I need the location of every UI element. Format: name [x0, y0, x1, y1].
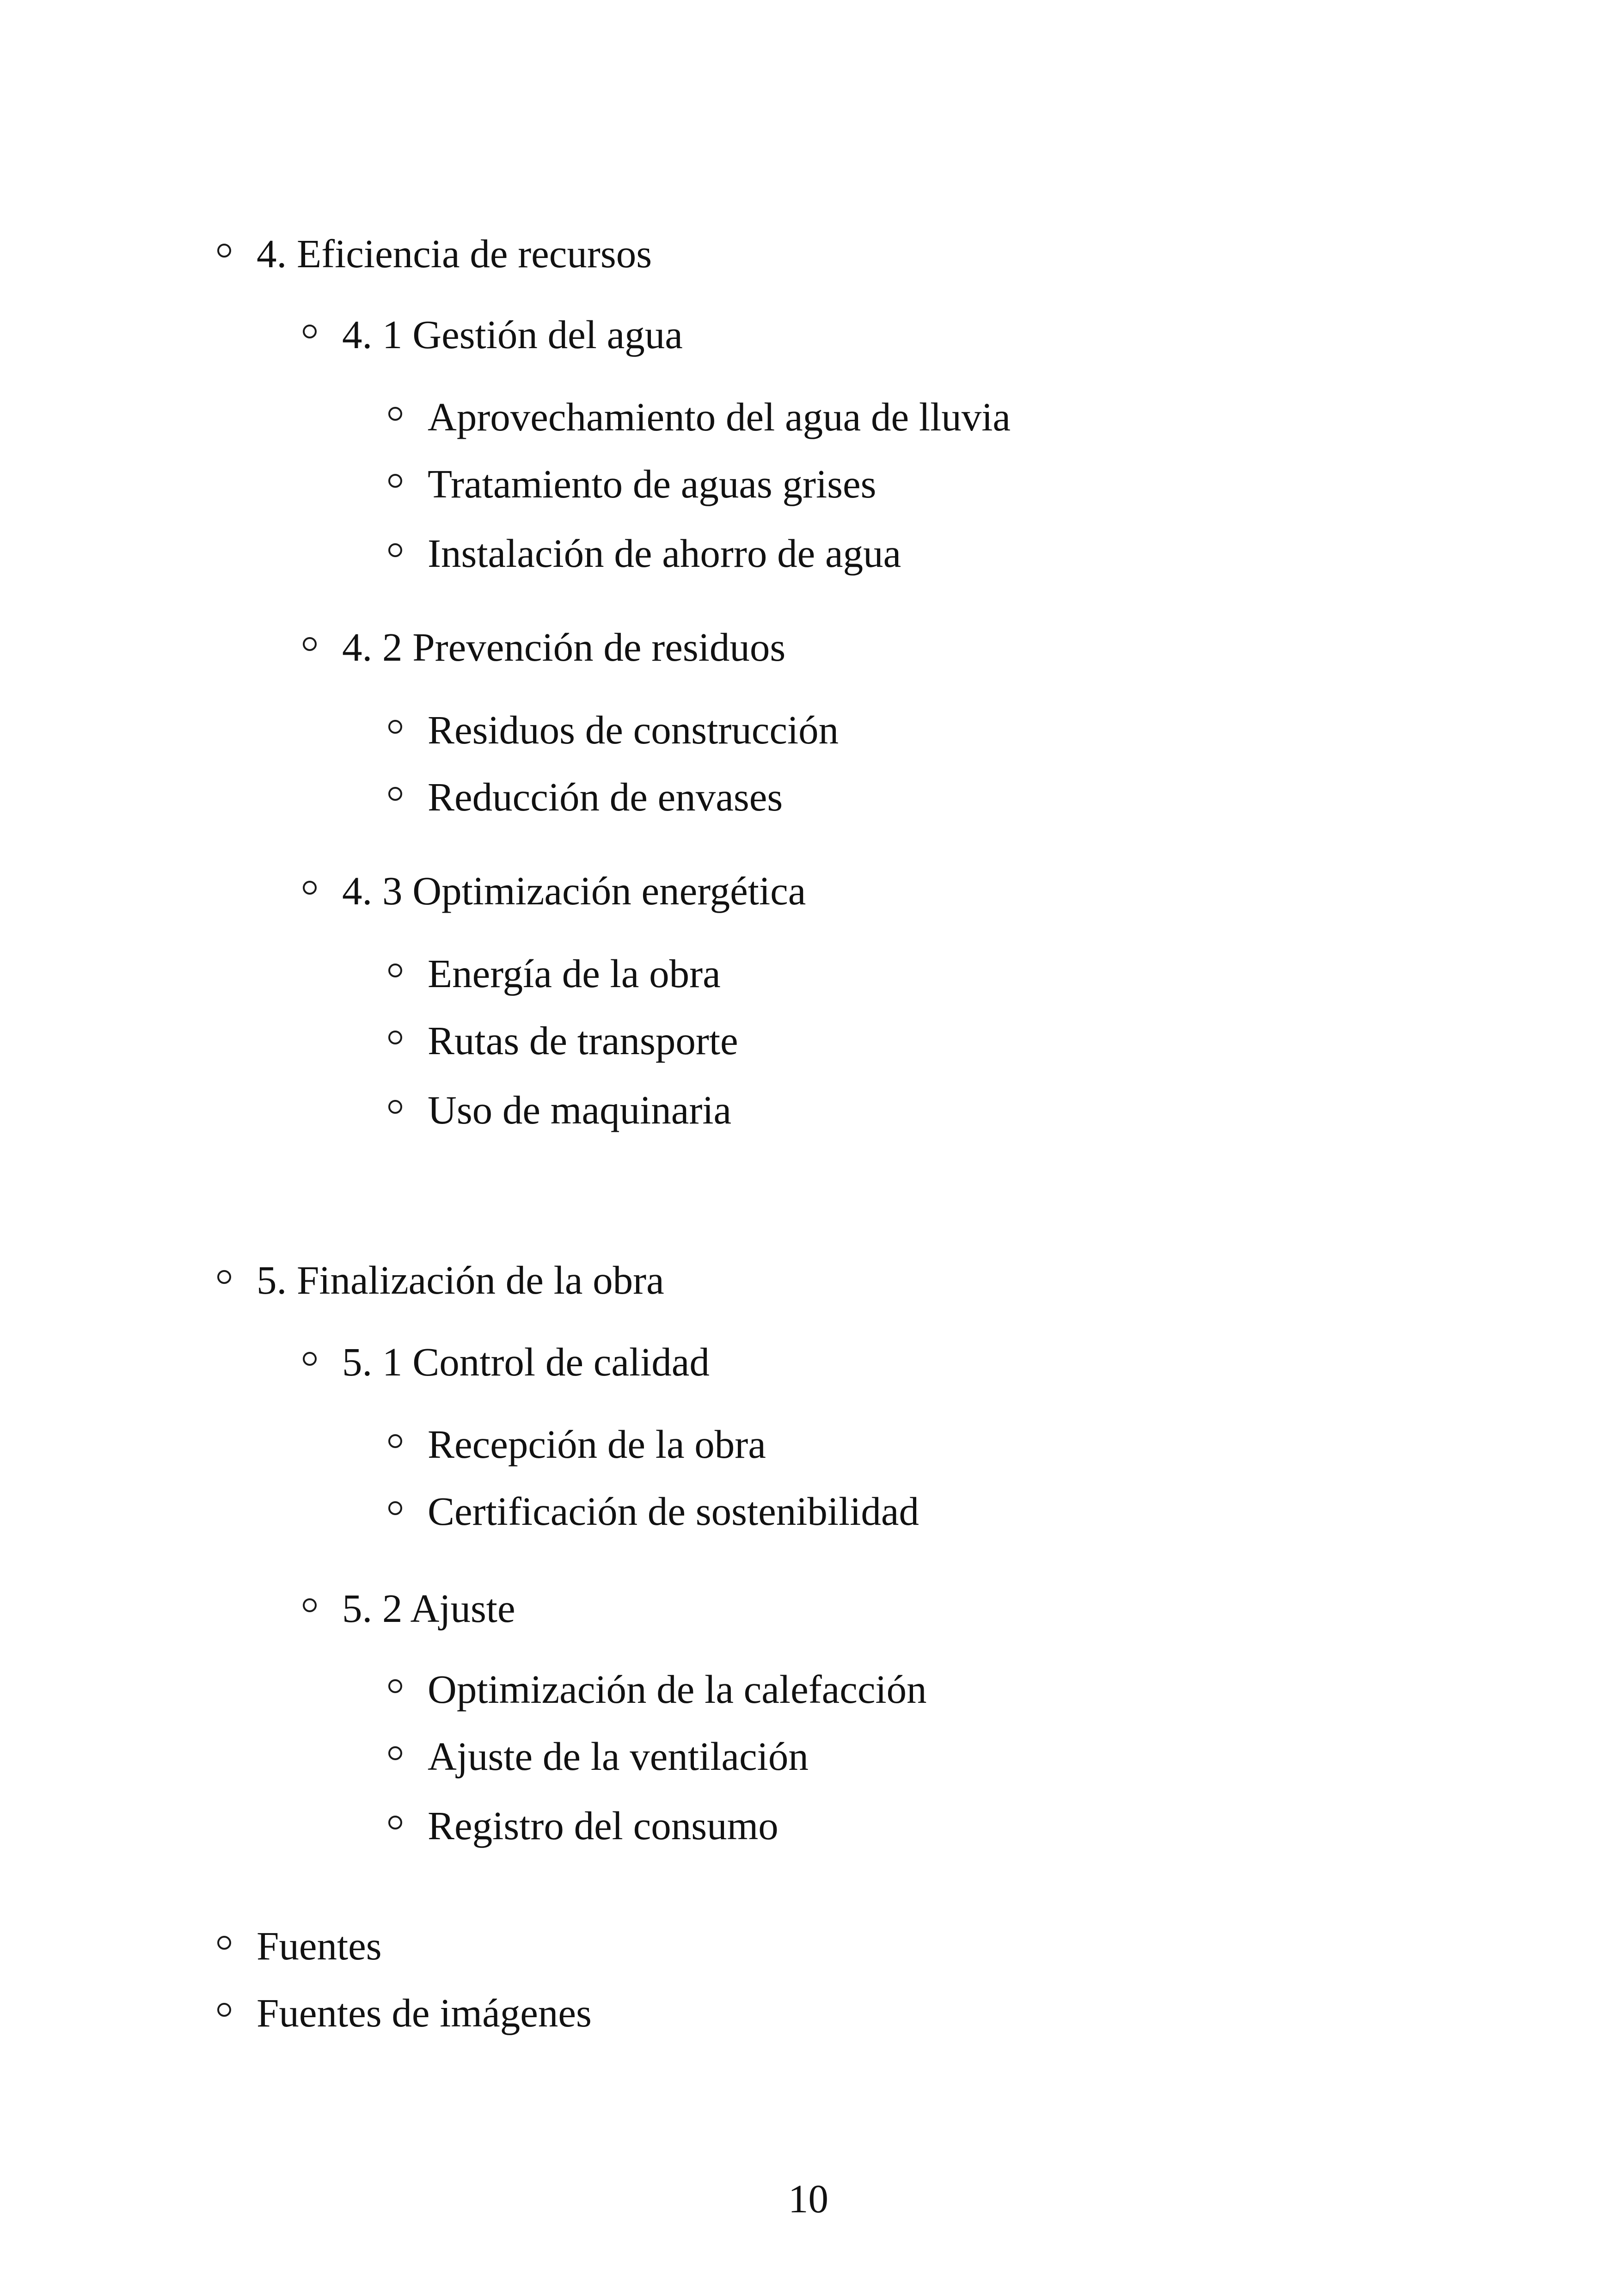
toc-entry-label: Certificación de sostenibilidad — [428, 1489, 919, 1534]
toc-entry-label: 5. Finalización de la obra — [257, 1258, 664, 1302]
open-circle-bullet-icon — [388, 474, 402, 488]
toc-entry-label: Aprovechamiento del agua de lluvia — [428, 394, 1011, 439]
toc-entry-label: 4. Eficiencia de recursos — [257, 231, 652, 276]
open-circle-bullet-icon — [217, 244, 231, 258]
toc-entry-label: Reducción de envases — [428, 774, 783, 819]
toc-entry-label: Uso de maquinaria — [428, 1087, 732, 1132]
toc-entry-label: Fuentes de imágenes — [257, 1990, 592, 2035]
open-circle-bullet-icon — [388, 1031, 402, 1044]
toc-entry-label: Fuentes — [257, 1923, 382, 1968]
open-circle-bullet-icon — [303, 325, 317, 338]
open-circle-bullet-icon — [303, 881, 317, 895]
toc-entry-label: 4. 2 Prevención de residuos — [342, 625, 786, 669]
toc-entry-label: 4. 3 Optimización energética — [342, 868, 806, 913]
open-circle-bullet-icon — [388, 1746, 402, 1760]
open-circle-bullet-icon — [388, 543, 402, 557]
toc-entry-label: Ajuste de la ventilación — [428, 1734, 809, 1779]
toc-entry-label: Optimización de la calefacción — [428, 1667, 927, 1712]
toc-entry-label: Energía de la obra — [428, 951, 721, 996]
open-circle-bullet-icon — [388, 787, 402, 801]
open-circle-bullet-icon — [217, 1936, 231, 1950]
open-circle-bullet-icon — [303, 637, 317, 651]
open-circle-bullet-icon — [388, 1434, 402, 1448]
toc-entry-label: Residuos de construcción — [428, 707, 839, 752]
open-circle-bullet-icon — [388, 720, 402, 734]
toc-entry-label: Instalación de ahorro de agua — [428, 531, 901, 576]
toc-entry-label: 5. 2 Ajuste — [342, 1586, 515, 1631]
toc-entry-label: Rutas de transporte — [428, 1018, 738, 1063]
open-circle-bullet-icon — [388, 1816, 402, 1829]
open-circle-bullet-icon — [388, 1501, 402, 1515]
open-circle-bullet-icon — [303, 1352, 317, 1366]
open-circle-bullet-icon — [217, 1270, 231, 1284]
open-circle-bullet-icon — [388, 407, 402, 421]
toc-entry-label: 5. 1 Control de calidad — [342, 1339, 710, 1384]
toc-entry-label: Tratamiento de aguas grises — [428, 461, 876, 506]
toc-entry-label: Recepción de la obra — [428, 1422, 766, 1467]
open-circle-bullet-icon — [303, 1598, 317, 1612]
open-circle-bullet-icon — [388, 1679, 402, 1693]
toc-entry-label: Registro del consumo — [428, 1803, 778, 1848]
toc-entry-label: 4. 1 Gestión del agua — [342, 312, 683, 357]
open-circle-bullet-icon — [217, 2003, 231, 2017]
page-number: 10 — [788, 2176, 828, 2221]
open-circle-bullet-icon — [388, 1100, 402, 1114]
open-circle-bullet-icon — [388, 964, 402, 977]
